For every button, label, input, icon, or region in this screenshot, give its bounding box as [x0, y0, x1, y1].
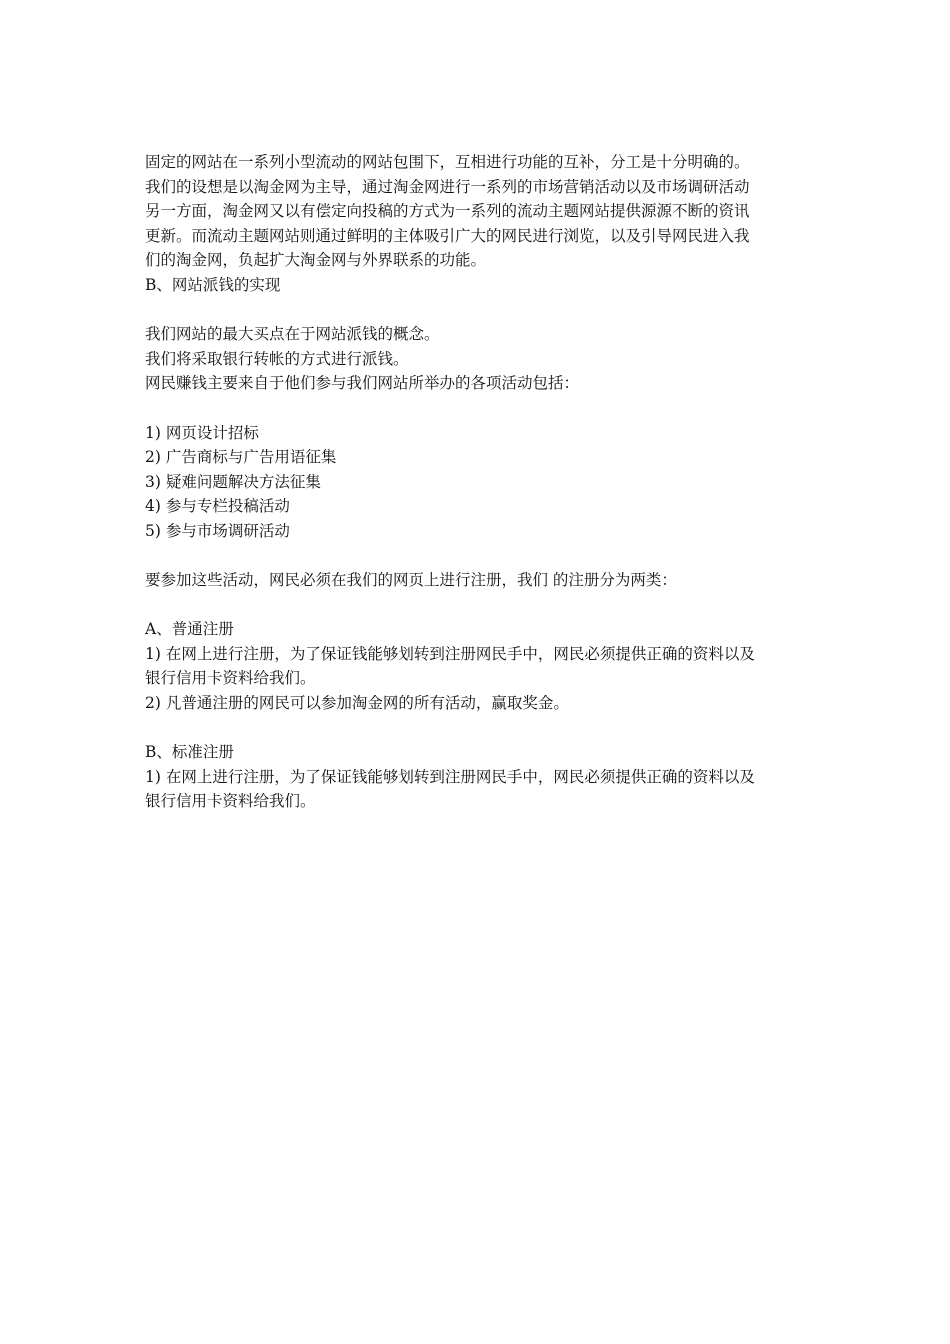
paragraph-line: 1) 在网上进行注册，为了保证钱能够划转到注册网民手中，网民必须提供正确的资料以及	[145, 644, 755, 663]
list-item: 4) 参与专栏投稿活动	[145, 497, 290, 516]
paragraph-line: 我们的设想是以淘金网为主导，通过淘金网进行一系列的市场营销活动以及市场调研活动	[145, 177, 750, 196]
list-item: 3) 疑难问题解决方法征集	[145, 472, 321, 491]
paragraph-line: 网民赚钱主要来自于他们参与我们网站所举办的各项活动包括：	[145, 374, 580, 393]
paragraph-line: 更新。而流动主题网站则通过鲜明的主体吸引广大的网民进行浏览，以及引导网民进入我	[145, 226, 750, 245]
paragraph-line: 固定的网站在一系列小型流动的网站包围下，互相进行功能的互补，分工是十分明确的。	[145, 153, 750, 171]
section-heading: B、网站派钱的实现	[145, 275, 281, 294]
blank-line	[145, 396, 815, 421]
paragraph-line: 另一方面，淘金网又以有偿定向投稿的方式为一系列的流动主题网站提供源源不断的资讯	[145, 202, 750, 221]
list-item: 1) 网页设计招标	[145, 423, 259, 442]
section-heading: B、标准注册	[145, 743, 234, 762]
paragraph-line: 银行信用卡资料给我们。	[145, 792, 316, 811]
paragraph-line: 我们将采取银行转帐的方式进行派钱。	[145, 349, 409, 368]
paragraph-line: 我们网站的最大买点在于网站派钱的概念。	[145, 325, 440, 344]
paragraph-line: 银行信用卡资料给我们。	[145, 669, 316, 688]
paragraph-line: 2) 凡普通注册的网民可以参加淘金网的所有活动，赢取奖金。	[145, 694, 569, 713]
blank-line	[145, 544, 815, 569]
paragraph-line: 1) 在网上进行注册，为了保证钱能够划转到注册网民手中，网民必须提供正确的资料以及	[145, 767, 755, 786]
list-item: 5) 参与市场调研活动	[145, 521, 290, 540]
section-heading: A、普通注册	[145, 620, 234, 639]
blank-line	[145, 716, 815, 741]
paragraph-line: 要参加这些活动，网民必须在我们的网页上进行注册，我们 的注册分为两类：	[145, 571, 677, 590]
blank-line	[145, 298, 815, 323]
list-item: 2) 广告商标与广告用语征集	[145, 448, 337, 467]
document-body	[145, 150, 815, 814]
paragraph-line: 们的淘金网，负起扩大淘金网与外界联系的功能。	[145, 251, 487, 270]
blank-line	[145, 593, 815, 618]
